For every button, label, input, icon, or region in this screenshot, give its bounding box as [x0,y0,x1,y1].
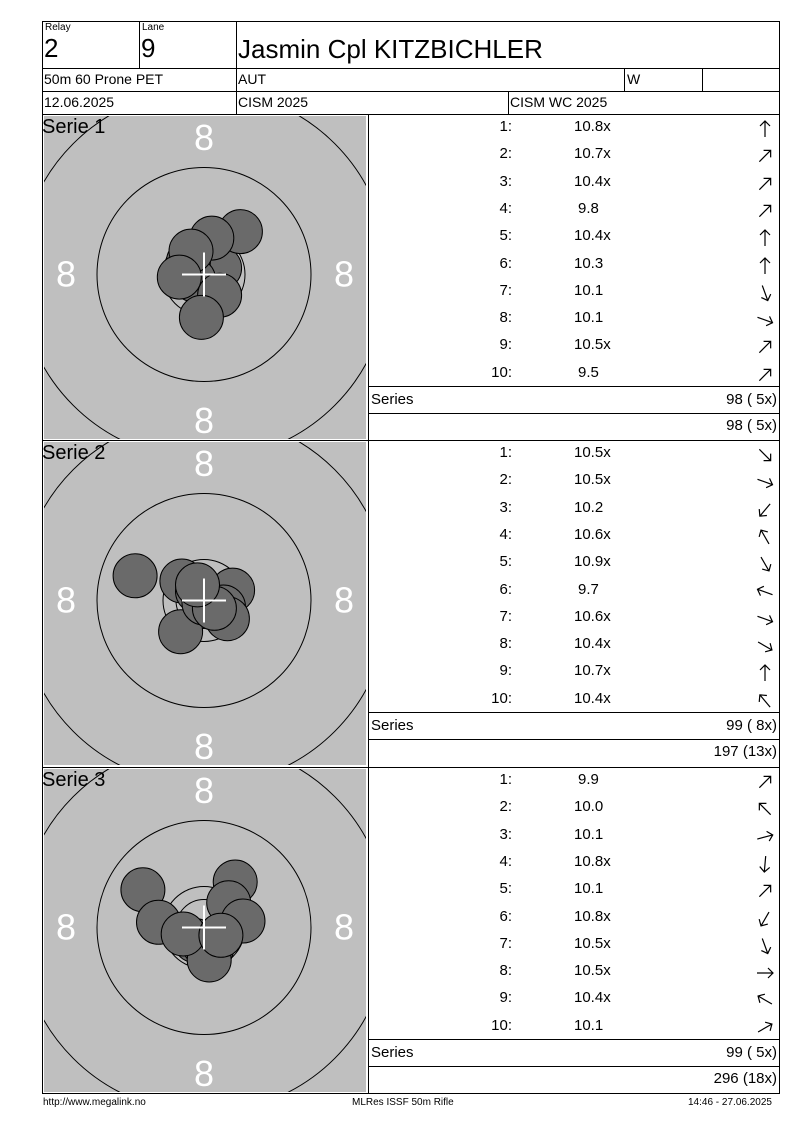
shot-number: 4: [499,199,512,217]
shot-number: 6: [499,580,512,598]
running-total: 197 (13x) [713,743,777,760]
shot-number: 6: [499,907,512,925]
shot-score: 10.8x [574,907,611,925]
ring-number-label: 8 [193,726,215,765]
shot-number: 6: [499,254,512,272]
shot-score: 10.9x [574,553,611,571]
direction-arrow-icon [755,609,775,629]
shot-impact [179,295,223,339]
shot-score: 10.8x [574,852,611,870]
ring-number-label: 8 [55,906,77,948]
shot-impact [199,913,243,957]
shot-number: 5: [499,227,512,245]
shot-score: 9.8 [578,199,599,217]
ring-number-label: 8 [193,1053,215,1092]
ring-number-label: 8 [333,579,355,621]
direction-arrow-icon [755,909,775,929]
ring-number-label: 8 [193,400,215,439]
direction-arrow-icon [755,256,775,276]
direction-arrow-icon [755,772,775,792]
direction-arrow-icon [755,445,775,465]
shot-impact [157,255,201,299]
direction-arrow-icon [755,119,775,139]
direction-arrow-icon [755,691,775,711]
target-image [44,769,366,1092]
direction-arrow-icon [755,663,775,683]
direction-arrow-icon [755,283,775,303]
lane-value: 9 [141,33,156,63]
shot-number: 5: [499,880,512,898]
target-image [44,116,366,439]
running-total: 98 ( 5x) [726,417,777,434]
shot-score: 10.7x [574,662,611,680]
shot-number: 3: [499,825,512,843]
shot-number: 3: [499,172,512,190]
footer-software: MLRes ISSF 50m Rifle [352,1097,454,1108]
series-label: Series [371,391,414,408]
direction-arrow-icon [755,500,775,520]
shot-number: 8: [499,309,512,327]
shot-number: 7: [499,281,512,299]
direction-arrow-icon [755,827,775,847]
shot-number: 8: [499,635,512,653]
shot-score: 10.6x [574,525,611,543]
shot-score: 10.4x [574,172,611,190]
shot-number: 4: [499,852,512,870]
target-image [44,442,366,765]
direction-arrow-icon [755,228,775,248]
shot-number: 2: [499,471,512,489]
shot-score: 10.5x [574,962,611,980]
shot-number: 2: [499,145,512,163]
direction-arrow-icon [755,146,775,166]
shot-score: 10.2 [574,498,604,516]
series-total: 99 ( 5x) [726,1044,777,1061]
shot-score: 10.7x [574,145,611,163]
lane-label: Lane [142,22,165,33]
shot-score: 10.4x [574,227,611,245]
ring-number-label: 8 [193,770,215,811]
direction-arrow-icon [755,527,775,547]
ring-number-label: 8 [55,579,77,621]
series-title: Serie 3 [42,769,106,791]
shot-score: 10.1 [574,880,604,898]
direction-arrow-icon [755,799,775,819]
shot-score: 10.5x [574,471,611,489]
direction-arrow-icon [755,963,775,983]
direction-arrow-icon [755,881,775,901]
shot-number: 1: [499,444,512,461]
shot-score: 9.9 [578,771,599,788]
shot-score: 10.8x [574,118,611,135]
date: 12.06.2025 [44,94,115,110]
shot-score: 10.4x [574,989,611,1007]
shot-number: 1: [499,118,512,135]
athlete-name: Jasmin Cpl KITZBICHLER [238,34,543,64]
shot-score: 10.5x [574,444,611,461]
nation: AUT [238,71,266,87]
direction-arrow-icon [755,990,775,1010]
ring-number-label: 8 [193,443,215,484]
direction-arrow-icon [755,854,775,874]
shot-number: 9: [499,336,512,354]
direction-arrow-icon [755,310,775,330]
shot-number: 9: [499,989,512,1007]
direction-arrow-icon [755,174,775,194]
shot-score: 9.5 [578,363,599,381]
shot-number: 4: [499,525,512,543]
running-total: 296 (18x) [713,1070,777,1087]
ring-number-label: 8 [55,253,77,295]
shot-number: 1: [499,771,512,788]
ring-number-label: 8 [333,906,355,948]
event-name: 50m 60 Prone PET [44,71,164,87]
ring-number-label: 8 [193,117,215,158]
series-label: Series [371,1044,414,1061]
shot-score: 10.5x [574,934,611,952]
shot-number: 7: [499,607,512,625]
shot-score: 10.5x [574,336,611,354]
relay-value: 2 [44,33,59,63]
shot-score: 10.1 [574,281,604,299]
series-label: Series [371,717,414,734]
direction-arrow-icon [755,582,775,602]
direction-arrow-icon [755,636,775,656]
direction-arrow-icon [755,472,775,492]
relay-label: Relay [45,22,71,33]
shot-score: 10.1 [574,825,604,843]
shot-score: 10.6x [574,607,611,625]
shot-score: 10.3 [574,254,604,272]
direction-arrow-icon [755,201,775,221]
shot-number: 8: [499,962,512,980]
series-total: 98 ( 5x) [726,391,777,408]
direction-arrow-icon [755,936,775,956]
series-title: Serie 2 [42,442,106,464]
competition: CISM 2025 [238,94,309,110]
ring-number-label: 8 [333,253,355,295]
shot-number: 3: [499,498,512,516]
shot-number: 10: [491,1016,512,1034]
direction-arrow-icon [755,365,775,385]
shot-score: 10.4x [574,635,611,653]
series-total: 99 ( 8x) [726,717,777,734]
series-title: Serie 1 [42,116,106,138]
footer-url: http://www.megalink.no [43,1097,146,1108]
shot-number: 7: [499,934,512,952]
shot-number: 9: [499,662,512,680]
shot-score: 10.4x [574,689,611,707]
shot-score: 9.7 [578,580,599,598]
shot-score: 10.1 [574,1016,604,1034]
shot-number: 2: [499,798,512,816]
footer-timestamp: 14:46 - 27.06.2025 [688,1097,772,1108]
direction-arrow-icon [755,337,775,357]
direction-arrow-icon [755,554,775,574]
shot-number: 10: [491,689,512,707]
shot-score: 10.0 [574,798,604,816]
shot-number: 10: [491,363,512,381]
shot-impact [113,554,157,598]
gender: W [627,71,641,87]
shot-score: 10.1 [574,309,604,327]
direction-arrow-icon [755,1018,775,1038]
shot-number: 5: [499,553,512,571]
match-name: CISM WC 2025 [510,94,608,110]
